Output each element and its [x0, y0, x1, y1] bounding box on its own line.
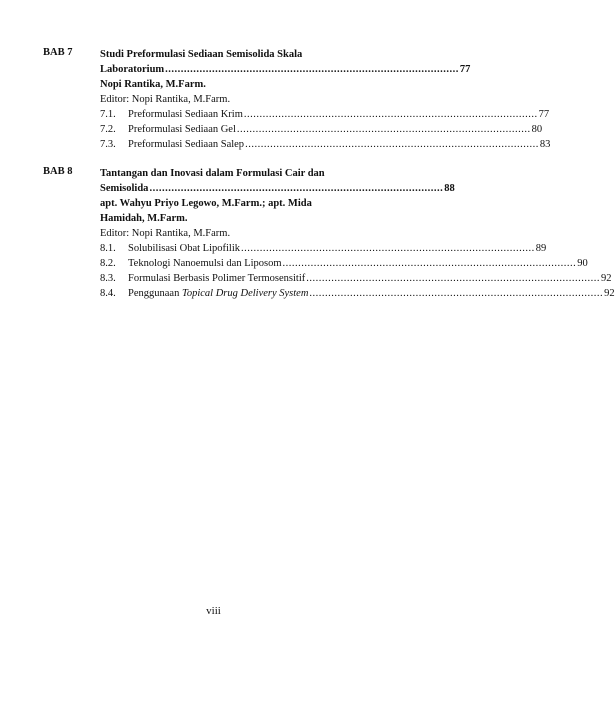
section-number: 7.2.: [100, 124, 116, 135]
section-number: 7.3.: [100, 139, 116, 150]
section-number: 8.2.: [100, 258, 116, 269]
section-number: 8.4.: [100, 288, 116, 299]
section-number: 8.3.: [100, 273, 116, 284]
section-page-number: 77: [538, 109, 550, 120]
section-title-prefix: Penggunaan: [128, 288, 182, 299]
chapter-page-number: 77: [459, 64, 471, 75]
chapter-title-continuation: Semisolida: [100, 183, 149, 194]
chapter-page-number: 88: [444, 183, 455, 194]
dot-leader: ..............................................................................................: [149, 183, 444, 194]
dot-leader: ..............................................................................................: [241, 243, 535, 254]
section-title: Preformulasi Sediaan Gel: [128, 124, 236, 135]
section-page-number: 80: [531, 124, 543, 135]
section-page-number: 89: [535, 243, 547, 254]
page-number-footer: viii: [206, 605, 221, 617]
chapter-author: Hamidah, M.Farm.: [100, 213, 188, 224]
section-page-number: 83: [539, 139, 551, 150]
chapter-title-line: Studi Preformulasi Sediaan Semisolida Skala: [100, 49, 303, 60]
section-title-italic: Topical Drug Delivery System: [181, 288, 309, 299]
section-entry: [100, 122, 543, 137]
dot-leader: ..............................................................................................: [282, 258, 577, 269]
section-entry: [100, 107, 550, 122]
section-title: Teknologi Nanoemulsi dan Liposom: [128, 258, 282, 269]
dot-leader: ..............................................................................................: [309, 288, 604, 299]
section-entry: [100, 271, 612, 286]
chapter-title-line: Tantangan dan Inovasi dalam Formulasi Cair dan: [100, 168, 325, 179]
chapter-title-leader-line: [100, 181, 455, 196]
section-page-number: 92: [601, 273, 612, 284]
chapter-body: [100, 47, 551, 152]
chapter-editor: Editor: Nopi Rantika, M.Farm.: [100, 228, 231, 239]
chapter-editor: Editor: Nopi Rantika, M.Farm.: [100, 94, 231, 105]
section-title: Preformulasi Sediaan Salep: [128, 139, 245, 150]
section-number: 8.1.: [100, 243, 116, 254]
dot-leader: ..............................................................................................: [306, 273, 601, 284]
dot-leader: ..............................................................................................: [245, 139, 539, 150]
chapter-title-leader-line: [100, 62, 471, 77]
chapter-label: BAB 8: [43, 166, 73, 177]
chapter-label: BAB 7: [43, 47, 73, 58]
section-entry: [100, 137, 551, 152]
dot-leader: ..............................................................................................: [236, 124, 531, 135]
chapter-body: [100, 166, 615, 301]
section-number: 7.1.: [100, 109, 116, 120]
chapter-author: apt. Wahyu Priyo Legowo, M.Farm.; apt. Mida: [100, 198, 312, 209]
dot-leader: ..............................................................................................: [243, 109, 538, 120]
section-entry: [100, 256, 588, 271]
section-title: Formulasi Berbasis Polimer Termosensitif: [128, 273, 306, 284]
chapter-author: Nopi Rantika, M.Farm.: [100, 79, 206, 90]
section-entry: [100, 286, 615, 301]
section-page-number: 92: [604, 288, 615, 299]
section-entry: [100, 241, 547, 256]
dot-leader: ..............................................................................................: [165, 64, 459, 75]
section-page-number: 90: [577, 258, 588, 269]
section-title: Solubilisasi Obat Lipofilik: [128, 243, 240, 254]
section-title: Preformulasi Sediaan Krim: [128, 109, 243, 120]
chapter-title-continuation: Laboratorium: [100, 64, 165, 75]
